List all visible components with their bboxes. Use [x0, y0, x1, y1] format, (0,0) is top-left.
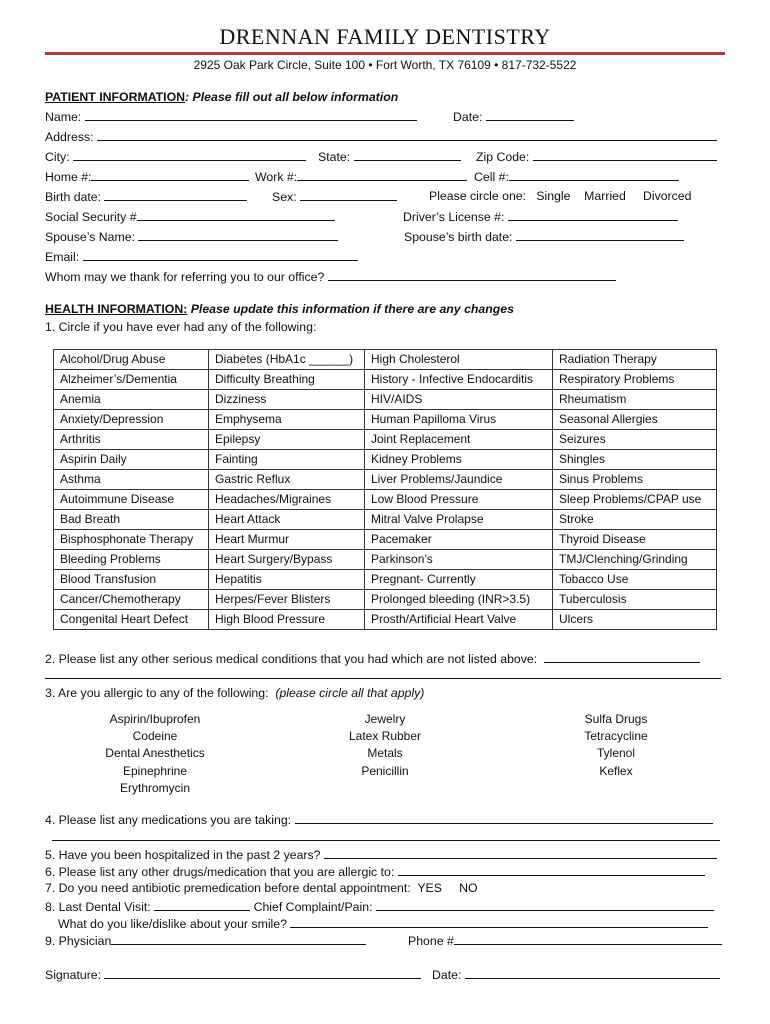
condition-cell[interactable]: Shingles	[553, 450, 717, 470]
work-field[interactable]	[297, 169, 467, 181]
date-row	[453, 109, 574, 124]
zip-field[interactable]	[533, 149, 717, 161]
marital-label: Please circle one:	[429, 189, 527, 203]
condition-cell[interactable]: High Blood Pressure	[209, 610, 365, 630]
condition-cell[interactable]: Dizziness	[209, 390, 365, 410]
condition-cell[interactable]: HIV/AIDS	[365, 390, 553, 410]
question-5-text: 5. Have you been hospitalized in the past 2 years?	[45, 848, 321, 862]
condition-cell[interactable]: Bisphosphonate Therapy	[54, 530, 209, 550]
name-label: Name:	[45, 110, 82, 124]
question-3-note: (please circle all that apply)	[275, 686, 425, 700]
question-3-text: 3. Are you allergic to any of the following:	[45, 686, 269, 700]
condition-cell[interactable]: Seasonal Allergies	[553, 410, 717, 430]
table-row	[54, 370, 717, 390]
table-row	[54, 350, 717, 370]
date-label: Date:	[453, 110, 483, 124]
condition-cell[interactable]: Thyroid Disease	[553, 530, 717, 550]
condition-cell[interactable]: Asthma	[54, 470, 209, 490]
condition-cell[interactable]: Sinus Problems	[553, 470, 717, 490]
condition-cell[interactable]: Epilepsy	[209, 430, 365, 450]
allergy-column-2	[310, 711, 460, 780]
condition-cell[interactable]: Herpes/Fever Blisters	[209, 590, 365, 610]
address-row	[45, 129, 717, 144]
allergy-option[interactable]: Sulfa Drugs	[584, 712, 648, 726]
birth-row	[45, 189, 247, 204]
state-field[interactable]	[354, 149, 461, 161]
condition-cell[interactable]: Heart Murmur	[209, 530, 365, 550]
condition-cell[interactable]: Heart Surgery/Bypass	[209, 550, 365, 570]
question-9	[45, 933, 366, 948]
drug-allergy-field[interactable]	[398, 864, 705, 876]
premedication-no[interactable]: NO	[459, 881, 478, 895]
conditions-table	[53, 349, 717, 630]
question-8	[45, 899, 714, 914]
question-7-text: 7. Do you need antibiotic premedication before dental appointment:	[45, 881, 411, 895]
state-row	[318, 149, 461, 164]
date-field[interactable]	[486, 109, 574, 121]
condition-cell[interactable]: Emphysema	[209, 410, 365, 430]
smile-question	[58, 916, 708, 931]
allergy-option[interactable]: Keflex	[599, 763, 633, 778]
condition-cell[interactable]: Parkinson’s	[365, 550, 553, 570]
table-row	[54, 550, 717, 570]
patient-section-heading	[45, 90, 398, 104]
condition-cell[interactable]: Heart Attack	[209, 510, 365, 530]
spouse-row	[45, 229, 338, 244]
header-rule	[45, 52, 725, 55]
condition-cell[interactable]: Joint Replacement	[365, 430, 553, 450]
allergy-option[interactable]: Metals	[367, 746, 403, 761]
condition-cell[interactable]: Pacemaker	[365, 530, 553, 550]
city-label: City:	[45, 150, 70, 164]
name-field[interactable]	[85, 109, 417, 121]
email-label: Email:	[45, 250, 80, 264]
cell-phone-row	[474, 169, 679, 184]
table-row	[54, 530, 717, 550]
signature-field[interactable]	[104, 967, 421, 979]
condition-cell[interactable]: Bleeding Problems	[54, 550, 209, 570]
last-visit-field[interactable]	[154, 899, 250, 911]
city-row	[45, 149, 306, 164]
allergy-option[interactable]: Codeine	[132, 729, 178, 744]
table-row	[54, 490, 717, 510]
physician-field[interactable]	[111, 933, 366, 945]
table-row	[54, 510, 717, 530]
referral-field[interactable]	[328, 269, 616, 281]
condition-cell[interactable]: Diabetes (HbA1c ______)	[209, 350, 365, 370]
condition-cell[interactable]: Congenital Heart Defect	[54, 610, 209, 630]
practice-name: DRENNAN FAMILY DENTISTRY	[219, 24, 551, 49]
condition-cell[interactable]: Arthritis	[54, 430, 209, 450]
signature-label: Signature:	[45, 968, 102, 982]
sex-row	[272, 189, 397, 204]
work-label: Work #:	[255, 170, 298, 184]
hospitalized-field[interactable]	[324, 847, 717, 859]
signature-date-label: Date:	[432, 968, 462, 982]
table-row	[54, 410, 717, 430]
spouse-birth-label: Spouse’s birth date:	[404, 230, 513, 244]
spouse-birth-field[interactable]	[516, 229, 684, 241]
medications-field[interactable]	[295, 812, 713, 824]
condition-cell[interactable]: Hepatitis	[209, 570, 365, 590]
home-phone-row	[45, 169, 249, 184]
question-1: 1. Circle if you have ever had any of the following:	[45, 320, 317, 334]
condition-cell[interactable]: Rheumatism	[553, 390, 717, 410]
condition-cell[interactable]: Respiratory Problems	[553, 370, 717, 390]
condition-cell[interactable]: Pregnant- Currently	[365, 570, 553, 590]
sex-label: Sex:	[272, 190, 297, 204]
condition-cell[interactable]: Autoimmune Disease	[54, 490, 209, 510]
referral-label: Whom may we thank for referring you to our office?	[45, 270, 325, 284]
birth-field[interactable]	[104, 189, 247, 201]
condition-cell[interactable]: Radiation Therapy	[553, 350, 717, 370]
allergy-option[interactable]: Latex Rubber	[348, 729, 422, 744]
email-row	[45, 249, 358, 264]
license-field[interactable]	[508, 209, 678, 221]
question-6-text: 6. Please list any other drugs/medication that you are allergic to:	[45, 865, 395, 879]
condition-cell[interactable]: Sleep Problems/CPAP use	[553, 490, 717, 510]
marital-single[interactable]: Single	[536, 189, 571, 203]
question-6	[45, 864, 705, 879]
sex-field[interactable]	[300, 189, 397, 201]
condition-cell[interactable]: Fainting	[209, 450, 365, 470]
condition-cell[interactable]: Ulcers	[553, 610, 717, 630]
condition-cell[interactable]: Prolonged bleeding (INR>3.5)	[365, 590, 553, 610]
health-heading-note: Please update this information if there are any changes	[187, 302, 514, 316]
condition-cell[interactable]: Kidney Problems	[365, 450, 553, 470]
smile-text: What do you like/dislike about your smile?	[58, 917, 287, 931]
table-row	[54, 450, 717, 470]
condition-cell[interactable]: Difficulty Breathing	[209, 370, 365, 390]
signature-date-row	[432, 967, 720, 982]
work-phone-row	[255, 169, 467, 184]
zip-row	[476, 149, 717, 164]
table-row	[54, 570, 717, 590]
allergy-option[interactable]: Penicillin	[361, 763, 409, 778]
birth-label: Birth date:	[45, 190, 102, 204]
home-field[interactable]	[91, 169, 249, 181]
smile-field[interactable]	[290, 916, 708, 928]
question-2-continued	[45, 667, 721, 682]
question-4-text: 4. Please list any medications you are taking:	[45, 813, 292, 827]
condition-cell[interactable]: Anemia	[54, 390, 209, 410]
allergy-option[interactable]: Tylenol	[596, 746, 636, 761]
question-8-text: 8. Last Dental Visit:	[45, 900, 151, 914]
condition-cell[interactable]: Low Blood Pressure	[365, 490, 553, 510]
physician-label: 9. Physician	[45, 934, 112, 948]
condition-cell[interactable]: Tuberculosis	[553, 590, 717, 610]
condition-cell[interactable]: Cancer/Chemotherapy	[54, 590, 209, 610]
condition-cell[interactable]: Bad Breath	[54, 510, 209, 530]
condition-cell[interactable]: Human Papilloma Virus	[365, 410, 553, 430]
condition-cell[interactable]: Gastric Reflux	[209, 470, 365, 490]
allergy-option[interactable]: Aspirin/Ibuprofen	[109, 712, 201, 726]
address-label: Address:	[45, 130, 94, 144]
condition-cell[interactable]: Alcohol/Drug Abuse	[54, 350, 209, 370]
condition-cell[interactable]: Headaches/Migraines	[209, 490, 365, 510]
patient-heading-text: PATIENT INFORMATION	[45, 90, 186, 104]
health-heading-text: HEALTH INFORMATION:	[45, 302, 188, 316]
question-4	[45, 812, 713, 827]
table-row	[54, 470, 717, 490]
home-label: Home #:	[45, 170, 92, 184]
condition-cell[interactable]: Anxiety/Depression	[54, 410, 209, 430]
condition-cell[interactable]: Liver Problems/Jaundice	[365, 470, 553, 490]
health-section-heading	[45, 302, 514, 316]
medications-field-2[interactable]	[52, 829, 720, 841]
signature-row	[45, 967, 421, 982]
license-label: Driver’s License #:	[403, 210, 505, 224]
ssn-row	[45, 209, 335, 224]
condition-cell[interactable]: Mitral Valve Prolapse	[365, 510, 553, 530]
referral-row	[45, 269, 616, 284]
phone-row	[408, 933, 722, 948]
phone-label: Phone #	[408, 934, 454, 948]
condition-cell[interactable]: TMJ/Clenching/Grinding	[553, 550, 717, 570]
question-2	[45, 651, 700, 666]
question-3	[45, 686, 424, 700]
ssn-field[interactable]	[137, 209, 335, 221]
marital-status-row	[429, 189, 691, 203]
cell-field[interactable]	[509, 169, 679, 181]
spouse-label: Spouse’s Name:	[45, 230, 135, 244]
allergy-column-1	[80, 711, 230, 797]
name-row	[45, 109, 417, 124]
address-field[interactable]	[97, 129, 717, 141]
table-row	[54, 430, 717, 450]
condition-cell[interactable]: Seizures	[553, 430, 717, 450]
table-row	[54, 610, 717, 630]
condition-cell[interactable]: History - Infective Endocarditis	[365, 370, 553, 390]
condition-cell[interactable]: Blood Transfusion	[54, 570, 209, 590]
zip-label: Zip Code:	[476, 150, 530, 164]
ssn-label: Social Security #	[45, 210, 137, 224]
allergy-column-3	[541, 711, 691, 780]
question-7	[45, 881, 478, 895]
table-row	[54, 590, 717, 610]
condition-cell[interactable]: Tobacco Use	[553, 570, 717, 590]
allergy-option[interactable]: Jewelry	[364, 712, 406, 726]
condition-cell[interactable]: Aspirin Daily	[54, 450, 209, 470]
city-field[interactable]	[73, 149, 306, 161]
premedication-yes[interactable]: YES	[417, 881, 442, 895]
allergy-option[interactable]: Dental Anesthetics	[105, 746, 205, 761]
condition-cell[interactable]: Stroke	[553, 510, 717, 530]
other-conditions-field-2[interactable]	[45, 667, 721, 679]
marital-married[interactable]: Married	[584, 189, 626, 203]
signature-date-field[interactable]	[465, 967, 720, 979]
allergy-option[interactable]: Erythromycin	[119, 780, 190, 795]
question-5	[45, 847, 717, 862]
table-row	[54, 390, 717, 410]
email-field[interactable]	[83, 249, 358, 261]
condition-cell[interactable]: High Cholesterol	[365, 350, 553, 370]
marital-divorced[interactable]: Divorced	[642, 189, 692, 203]
spouse-field[interactable]	[138, 229, 338, 241]
complaint-field[interactable]	[376, 899, 714, 911]
condition-cell[interactable]: Alzheimer’s/Dementia	[54, 370, 209, 390]
state-label: State:	[318, 150, 351, 164]
other-conditions-field[interactable]	[544, 651, 700, 663]
phone-field[interactable]	[454, 933, 722, 945]
practice-address: 2925 Oak Park Circle, Suite 100 • Fort Worth, TX 76109 • 817-732-5522	[193, 58, 577, 72]
complaint-label: Chief Complaint/Pain:	[253, 900, 373, 914]
cell-label: Cell #:	[474, 170, 509, 184]
question-4-continued	[52, 829, 720, 844]
allergy-option[interactable]: Epinephrine	[122, 763, 188, 778]
license-row	[403, 209, 678, 224]
question-2-text: 2. Please list any other serious medical conditions that you had which are not listed above:	[45, 652, 538, 666]
allergy-option[interactable]: Tetracycline	[584, 729, 648, 744]
condition-cell[interactable]: Prosth/Artificial Heart Valve	[365, 610, 553, 630]
spouse-birth-row	[404, 229, 684, 244]
patient-heading-note: : Please fill out all below information	[185, 90, 399, 104]
